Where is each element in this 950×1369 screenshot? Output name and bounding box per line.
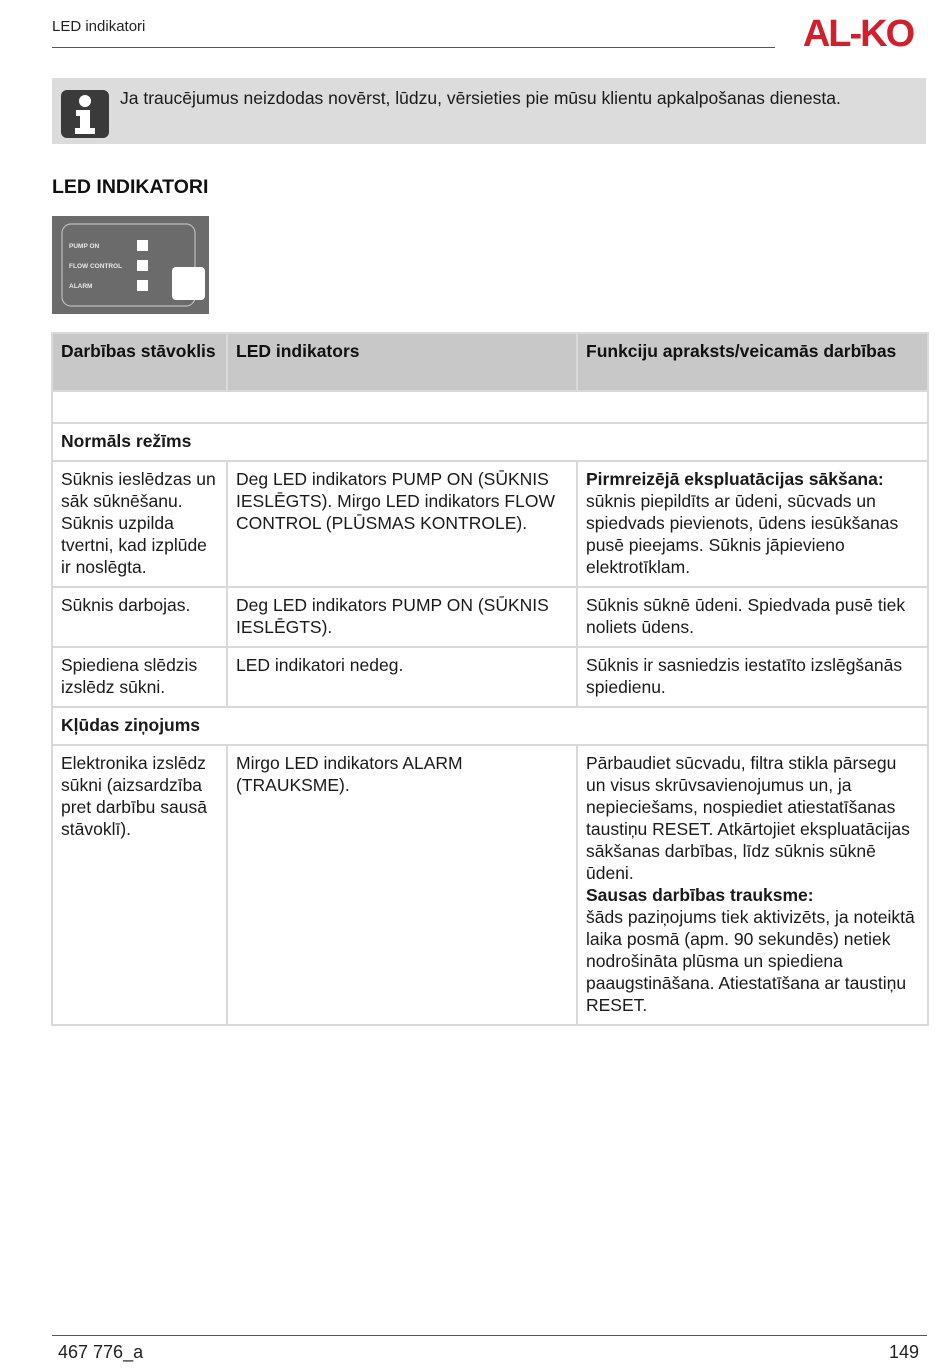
- panel-label-flow-control: FLOW CONTROL: [69, 263, 123, 270]
- cell-description: [577, 745, 928, 1025]
- col-header-description: Funkciju apraksts/veicamās darbības: [577, 333, 928, 391]
- header-title: LED indikatori: [52, 18, 146, 35]
- description-text: Pārbaudiet sūcvadu, filtra stikla pārsegu un visus skrūvsavienojumus un, ja nepieciešams, nospiediet atiestatīšanas taustiņu RESET. Atkārtojiet ekspluatācijas sākšanas darbības, līdz sūknis sūknē ūdeni.: [586, 753, 910, 883]
- led-table: [51, 332, 929, 1026]
- logo-text: AL-KO: [802, 13, 914, 52]
- col-header-led: LED indikators: [227, 333, 577, 391]
- led-flow-control: [137, 260, 148, 271]
- notice-text: Ja traucējumus neizdodas novērst, lūdzu, vērsieties pie mūsu klientu apkalpošanas dienesta.: [120, 88, 841, 108]
- group-row-error: [52, 707, 928, 745]
- table-row: [52, 647, 928, 707]
- group-row-normal: [52, 423, 928, 461]
- cell-state: Spiediena slēdzis izslēdz sūkni.: [52, 647, 227, 707]
- page-number: 149: [888, 1342, 919, 1362]
- cell-led: Deg LED indikators PUMP ON (SŪKNIS IESLĒGTS). Mirgo LED indikators FLOW CONTROL (PLŪSMAS KONTROLE).: [227, 461, 577, 587]
- footer-divider: [52, 1335, 927, 1336]
- description-text: sūknis piepildīts ar ūdeni, sūcvads un spiedvads pievienots, ūdens iesūkšanas pusē pieejams. Sūknis jāpievieno elektrotīklam.: [586, 491, 899, 577]
- description-heading: Pirmreizējā ekspluatācijas sākšana:: [586, 469, 884, 489]
- alko-logo: [788, 12, 928, 52]
- description-heading: Sausas darbības trauksme:: [586, 885, 814, 905]
- cell-led: Deg LED indikators PUMP ON (SŪKNIS IESLĒGTS).: [227, 587, 577, 647]
- led-panel-image: [52, 216, 209, 314]
- group-title: Kļūdas ziņojums: [52, 707, 928, 745]
- table-row: [52, 461, 928, 587]
- group-title: Normāls režīms: [52, 423, 928, 461]
- cell-led: Mirgo LED indikators ALARM (TRAUKSME).: [227, 745, 577, 1025]
- col-header-state: Darbības stāvoklis: [52, 333, 227, 391]
- info-icon: [61, 90, 109, 138]
- cell-description: [577, 461, 928, 587]
- table-spacer-row: [52, 391, 928, 423]
- section-title: LED INDIKATORI: [52, 176, 209, 198]
- reset-button: [172, 267, 205, 300]
- cell-state: Sūknis ieslēdzas un sāk sūknēšanu. Sūknis uzpilda tvertni, kad izplūde ir noslēgta.: [52, 461, 227, 587]
- table-row: [52, 745, 928, 1025]
- cell-description: Sūknis sūknē ūdeni. Spiedvada pusē tiek noliets ūdens.: [577, 587, 928, 647]
- cell-description: Sūknis ir sasniedzis iestatīto izslēgšanās spiedienu.: [577, 647, 928, 707]
- cell-led: LED indikatori nedeg.: [227, 647, 577, 707]
- table-header-row: [52, 333, 928, 391]
- header-divider: [52, 47, 775, 48]
- document-number: 467 776_a: [58, 1342, 144, 1362]
- panel-label-alarm: ALARM: [69, 283, 93, 290]
- led-alarm: [137, 280, 148, 291]
- led-pump-on: [137, 240, 148, 251]
- info-notice: [52, 78, 926, 144]
- panel-label-pump-on: PUMP ON: [69, 243, 100, 250]
- description-text-2: šāds paziņojums tiek aktivizēts, ja noteiktā laika posmā (apm. 90 sekundēs) netiek nodrošināta plūsma un spiediena paaugstināšana. Atiestatīšana ar taustiņu RESET.: [586, 907, 915, 1015]
- cell-state: Sūknis darbojas.: [52, 587, 227, 647]
- cell-state: Elektronika izslēdz sūkni (aizsardzība pret darbību sausā stāvoklī).: [52, 745, 227, 1025]
- table-row: [52, 587, 928, 647]
